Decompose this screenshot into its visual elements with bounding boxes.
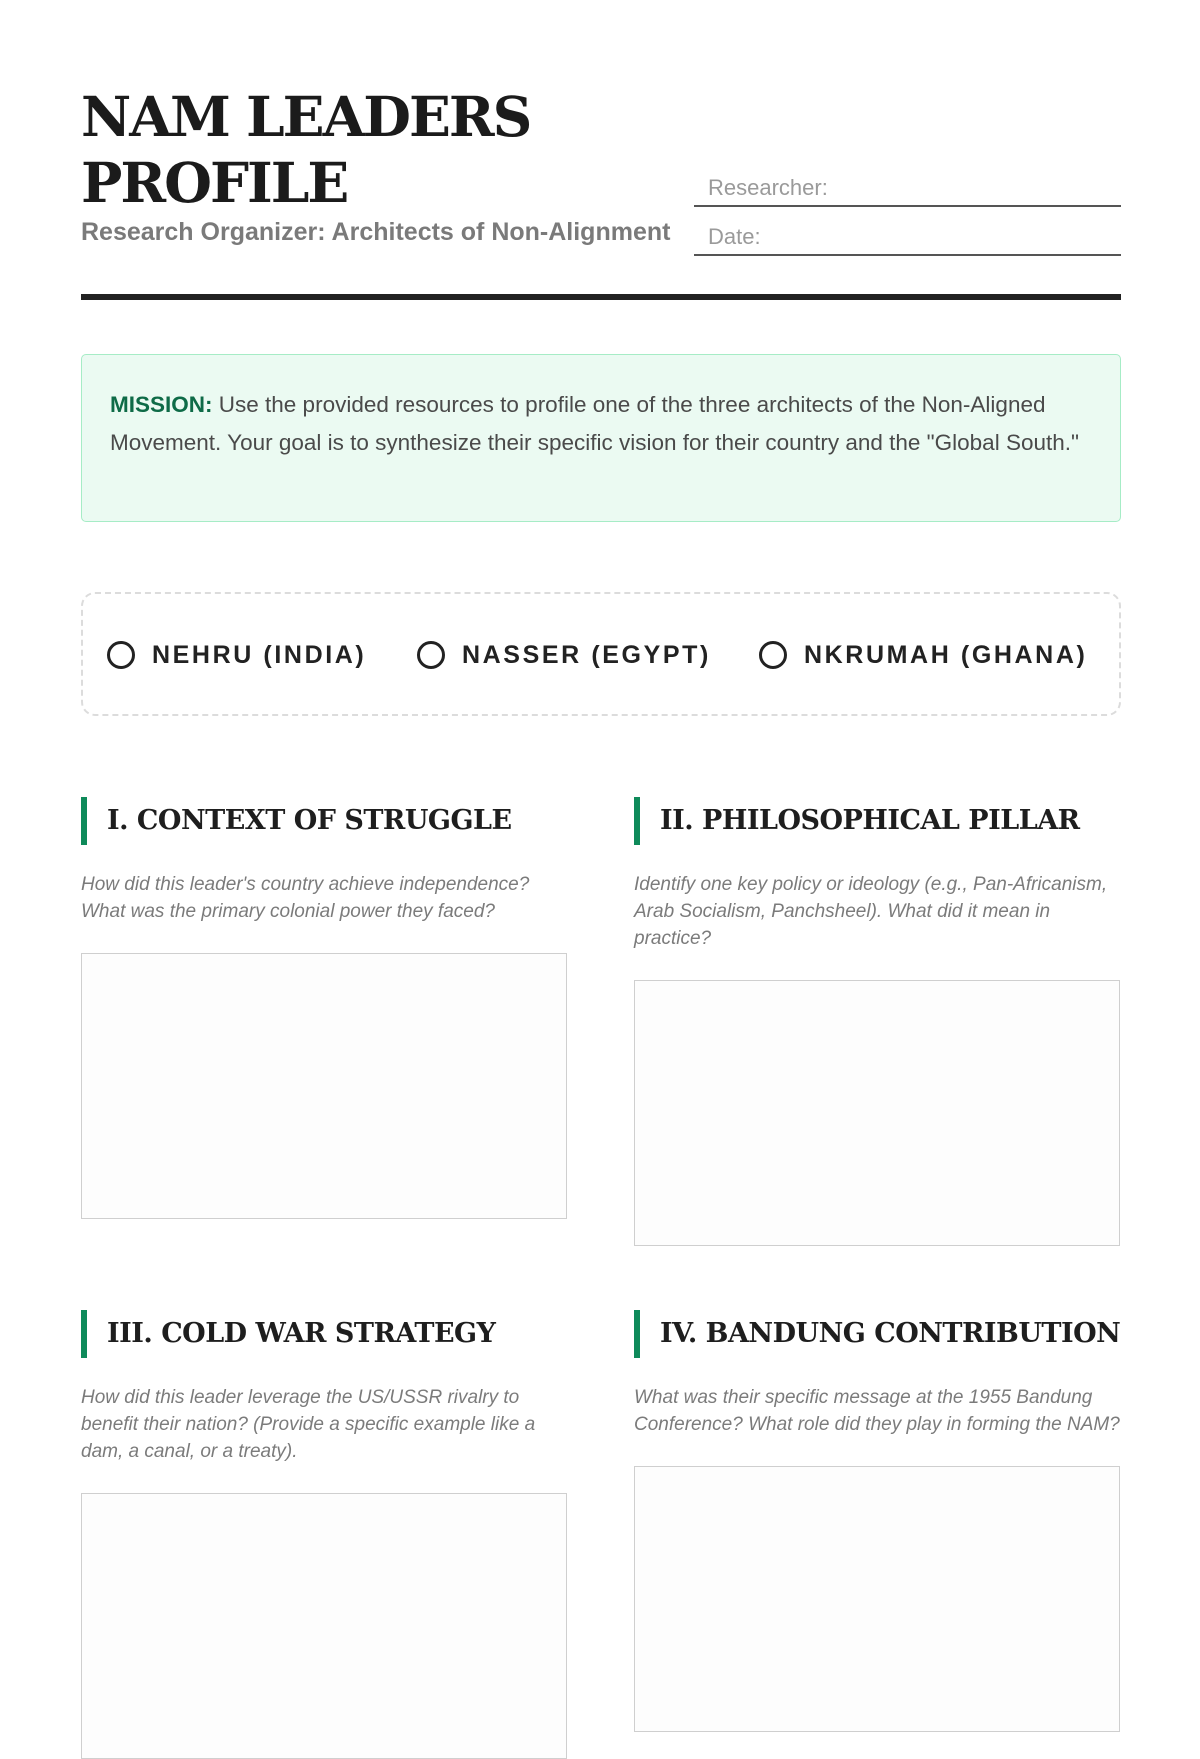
- section-heading: [81, 797, 567, 845]
- researcher-field[interactable]: [694, 170, 1121, 207]
- meta-fields: [694, 170, 1121, 268]
- radio-circle-icon[interactable]: [417, 641, 445, 669]
- section-question: What was their specific message at the 1955 Bandung Conference? What role did they play in forming the NAM?: [634, 1387, 1120, 1435]
- radio-circle-icon[interactable]: [107, 641, 135, 669]
- worksheet-page: [81, 0, 1121, 1462]
- researcher-label: Researcher:: [708, 175, 828, 200]
- header-divider: [81, 294, 1121, 300]
- section-title: II. PHILOSOPHICAL PILLAR: [660, 805, 1080, 836]
- answer-box-philosophy[interactable]: [634, 980, 1120, 1246]
- section-context-of-struggle: [81, 797, 567, 1219]
- section-bandung-contribution: [634, 1310, 1120, 1732]
- section-title: III. COLD WAR STRATEGY: [107, 1318, 496, 1349]
- section-title: I. CONTEXT OF STRUGGLE: [107, 805, 512, 836]
- section-heading: [634, 1310, 1120, 1358]
- leader-option-nasser[interactable]: [417, 639, 711, 671]
- section-title: IV. BANDUNG CONTRIBUTION: [660, 1318, 1121, 1349]
- leader-option-label: NASSER (EGYPT): [462, 640, 711, 669]
- answer-box-context[interactable]: [81, 953, 567, 1219]
- leader-option-label: NKRUMAH (GHANA): [804, 640, 1088, 669]
- leader-option-nkrumah[interactable]: [759, 639, 1087, 671]
- leader-option-nehru[interactable]: [107, 639, 366, 671]
- answer-box-bandung[interactable]: [634, 1466, 1120, 1732]
- page-title: NAM LEADERS PROFILE: [81, 84, 531, 215]
- page-subtitle: Research Organizer: Architects of Non-Alignment: [81, 218, 671, 246]
- leader-selection: [81, 592, 1121, 716]
- date-field[interactable]: [694, 219, 1121, 256]
- section-accent-bar: [634, 1310, 640, 1358]
- section-heading: [634, 797, 1120, 845]
- date-label: Date:: [708, 224, 761, 249]
- section-accent-bar: [81, 1310, 87, 1358]
- section-cold-war-strategy: [81, 1310, 567, 1759]
- section-accent-bar: [81, 797, 87, 845]
- mission-label: MISSION:: [110, 392, 213, 417]
- section-question: How did this leader leverage the US/USSR rivalry to benefit their nation? (Provide a specific example like a dam, a canal, or a treaty).: [81, 1387, 536, 1462]
- header: [81, 0, 1121, 302]
- mission-box: [81, 354, 1121, 522]
- mission-text: Use the provided resources to profile one of the three architects of the Non-Aligned Movement. Your goal is to synthesize their specific vision for their country and the "Global South.": [110, 392, 1079, 455]
- section-question: How did this leader's country achieve independence? What was the primary colonial power they faced?: [81, 874, 530, 922]
- answer-box-cold-war[interactable]: [81, 1493, 567, 1759]
- section-accent-bar: [634, 797, 640, 845]
- section-philosophical-pillar: [634, 797, 1120, 1246]
- leader-option-label: NEHRU (INDIA): [152, 640, 367, 669]
- radio-circle-icon[interactable]: [759, 641, 787, 669]
- section-question: Identify one key policy or ideology (e.g., Pan-Africanism, Arab Socialism, Panchsheel). What did it mean in practice?: [634, 874, 1108, 949]
- section-heading: [81, 1310, 567, 1358]
